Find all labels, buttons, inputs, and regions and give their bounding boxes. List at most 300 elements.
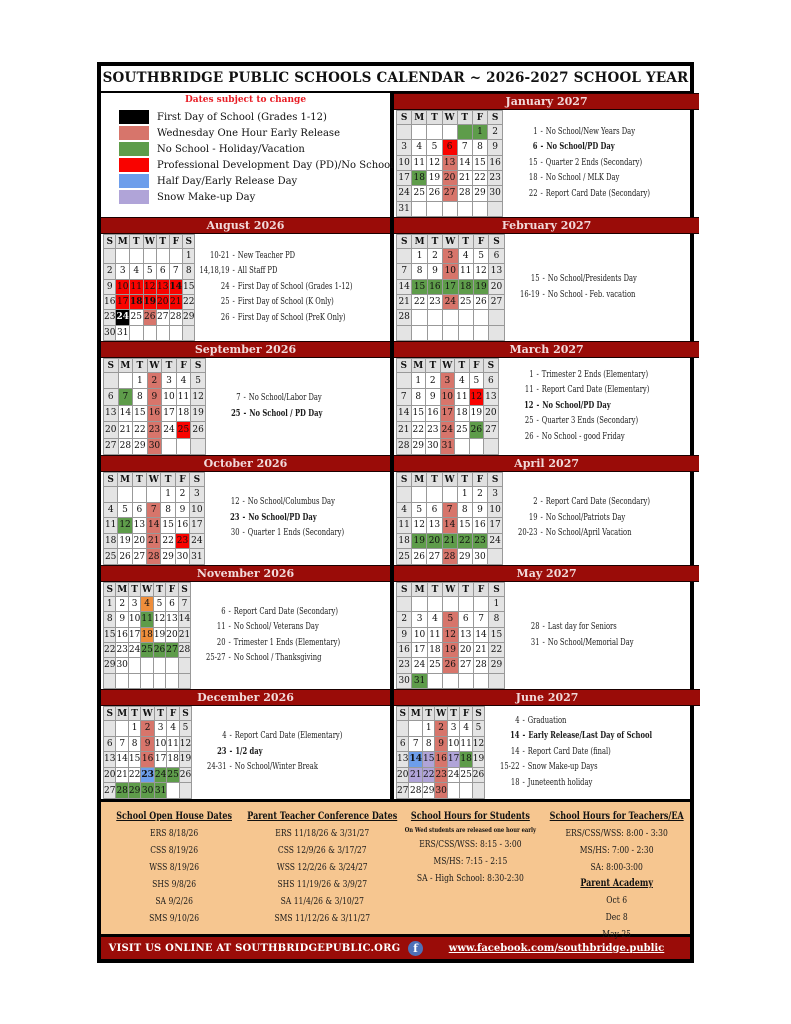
facebook-link[interactable]: www.facebook.com/southbridge.public — [448, 942, 665, 954]
info-column-subnote: On Wed students are released one hour early — [404, 826, 537, 834]
day-cell: 9 — [147, 389, 162, 405]
day-cell: 8 — [128, 736, 140, 752]
day-cell: 11 — [397, 518, 412, 534]
day-cell: 6 — [104, 736, 116, 752]
day-cell: 7 — [397, 264, 412, 279]
day-cell — [104, 721, 116, 737]
note-text: All Staff PD — [238, 266, 278, 277]
day-cell: 6 — [132, 502, 146, 518]
note-line — [503, 187, 650, 203]
day-cell: 29 — [472, 186, 487, 201]
day-cell: 6 — [157, 264, 169, 279]
day-cell: 14 — [169, 279, 183, 294]
day-cell: 22 — [133, 422, 148, 438]
day-cell: 5 — [427, 140, 442, 155]
note-date: 7 — [236, 393, 241, 403]
note-line — [192, 729, 342, 745]
calendar-row — [101, 217, 690, 341]
month-header: February 2027 — [394, 217, 699, 234]
day-cell: 14 — [409, 752, 423, 768]
day-cell — [427, 487, 442, 503]
day-cell: 26 — [427, 186, 442, 201]
month-block — [101, 217, 390, 341]
day-cell — [460, 783, 472, 799]
month-header: August 2026 — [101, 217, 390, 234]
note-date: 26 — [524, 431, 534, 442]
day-cell: 18 — [129, 294, 143, 309]
day-cell: 28 — [147, 549, 161, 565]
day-cell: 23 — [104, 310, 116, 325]
day-cell: 17 — [443, 279, 458, 294]
dow-header: S — [191, 359, 206, 373]
day-cell: 30 — [426, 438, 441, 454]
note-date: 15-22 — [500, 762, 520, 773]
day-cell — [427, 201, 442, 216]
day-cell: 7 — [147, 502, 161, 518]
dow-header: S — [489, 235, 504, 249]
legend-label: Snow Make-up Day — [157, 191, 256, 203]
day-cell — [162, 438, 177, 454]
note-text: No School / PD Day — [249, 408, 323, 419]
day-cell: 28 — [457, 186, 472, 201]
day-cell: 7 — [397, 389, 412, 405]
note-dash: - — [536, 385, 539, 396]
info-line: Oct 6 — [606, 895, 628, 906]
note-date: 11 — [524, 385, 534, 396]
dow-header: F — [473, 583, 488, 597]
day-cell: 9 — [435, 736, 447, 752]
day-cell: 20 — [458, 642, 473, 657]
note-line — [192, 745, 342, 761]
day-cell: 23 — [141, 767, 155, 783]
note-date: 2 — [533, 497, 538, 508]
day-cell: 16 — [488, 155, 503, 170]
note-line — [499, 399, 649, 415]
day-cell: 28 — [178, 642, 190, 657]
calendar-table — [396, 358, 499, 455]
legend-item — [119, 189, 390, 205]
dow-header: F — [167, 707, 179, 721]
note-date: 26 — [221, 312, 230, 323]
day-cell: 29 — [161, 549, 175, 565]
dow-header: S — [183, 235, 195, 249]
day-cell: 25 — [412, 186, 427, 201]
day-cell: 15 — [183, 279, 195, 294]
day-cell: 23 — [435, 767, 447, 783]
day-cell — [128, 658, 140, 673]
day-cell: 30 — [397, 673, 412, 688]
note-text: Juneteenth holiday — [528, 777, 593, 788]
dow-header: T — [162, 359, 177, 373]
day-cell: 4 — [412, 140, 427, 155]
info-line: SMS 11/12/26 & 3/11/27 — [274, 913, 371, 924]
day-cell: 22 — [411, 422, 426, 438]
note-line — [503, 156, 650, 172]
dow-header: T — [153, 583, 165, 597]
dow-header: F — [473, 235, 488, 249]
month-header: October 2026 — [101, 455, 390, 472]
legend-label: Wednesday One Hour Early Release — [157, 127, 340, 139]
note-line — [191, 636, 340, 652]
right-half — [394, 455, 699, 565]
dow-header: M — [117, 708, 128, 719]
note-date: 6 — [221, 606, 226, 617]
month-header: September 2026 — [101, 341, 390, 358]
day-cell — [443, 673, 458, 688]
info-line: WSS 8/19/26 — [149, 862, 200, 873]
note-date: 12 — [523, 400, 534, 411]
day-cell: 13 — [484, 389, 499, 405]
day-cell — [489, 310, 504, 325]
day-cell — [166, 673, 178, 688]
day-cell: 21 — [147, 533, 161, 549]
day-cell: 8 — [183, 264, 195, 279]
day-cell: 17 — [116, 294, 130, 309]
day-cell: 12 — [143, 279, 157, 294]
day-cell: 24 — [128, 642, 140, 657]
day-cell: 14 — [116, 752, 128, 768]
info-line: SA: 8:00-3:00 — [590, 862, 643, 873]
day-cell — [443, 310, 458, 325]
day-cell: 3 — [116, 264, 130, 279]
day-cell: 6 — [397, 736, 409, 752]
note-dash: - — [522, 746, 526, 757]
dow-header: W — [442, 473, 457, 487]
day-cell: 24 — [443, 294, 458, 309]
legend-swatch-salmon — [119, 126, 149, 140]
day-cell: 7 — [473, 612, 488, 627]
day-cell: 18 — [176, 405, 191, 421]
day-cell: 17 — [447, 752, 459, 768]
month-header: April 2027 — [394, 455, 699, 472]
day-cell — [472, 201, 487, 216]
day-cell: 19 — [469, 405, 484, 421]
dow-header: F — [176, 359, 191, 373]
dow-header: T — [426, 359, 441, 373]
day-cell: 21 — [457, 170, 472, 185]
day-cell — [153, 673, 165, 688]
day-cell: 26 — [118, 549, 132, 565]
note-line — [191, 620, 340, 636]
note-date: 25 — [230, 408, 241, 419]
note-text: Quarter 2 Ends (Secondary) — [545, 157, 643, 168]
day-cell: 27 — [442, 186, 457, 201]
left-half — [101, 689, 394, 799]
info-line: May 25 — [602, 929, 631, 940]
calendar-document — [97, 62, 694, 963]
day-cell: 24 — [412, 658, 427, 673]
day-cell: 19 — [427, 170, 442, 185]
dow-header: W — [147, 473, 161, 487]
note-text: First Day of School (PreK Only) — [238, 312, 347, 323]
day-cell — [397, 597, 412, 612]
note-line — [499, 414, 649, 430]
day-cell: 21 — [409, 767, 423, 783]
day-cell: 19 — [191, 405, 206, 421]
day-cell: 15 — [422, 752, 434, 768]
info-column-header: School Open House Dates — [116, 811, 232, 822]
info-columns — [101, 802, 690, 943]
day-cell: 18 — [460, 752, 472, 768]
day-cell: 16 — [147, 405, 162, 421]
day-cell: 14 — [473, 627, 488, 642]
day-cell: 1 — [422, 721, 434, 737]
day-cell: 3 — [412, 612, 427, 627]
day-cell: 6 — [489, 249, 504, 264]
note-dash: - — [242, 497, 245, 508]
day-cell: 16 — [397, 642, 412, 657]
note-date: 12 — [230, 497, 240, 508]
note-text: Early Release/Last Day of School — [528, 731, 653, 742]
day-cell: 27 — [166, 642, 178, 657]
day-cell — [458, 310, 473, 325]
month-notes — [485, 706, 653, 799]
day-cell: 16 — [426, 405, 441, 421]
day-cell: 31 — [440, 438, 455, 454]
dow-header: S — [104, 707, 116, 721]
note-text: Report Card Date (Elementary) — [541, 385, 650, 396]
note-date: 4 — [222, 731, 227, 742]
day-cell: 4 — [167, 721, 179, 737]
dow-header: T — [427, 473, 442, 487]
day-cell: 7 — [169, 264, 183, 279]
dow-header: F — [460, 707, 472, 721]
note-line — [485, 760, 646, 776]
calendar-table — [396, 472, 503, 565]
day-cell: 10 — [128, 612, 140, 627]
day-cell — [473, 673, 488, 688]
note-dash: - — [229, 731, 233, 742]
note-line — [503, 495, 650, 511]
dow-header: T — [427, 235, 442, 249]
dow-header: S — [397, 473, 412, 487]
day-cell: 15 — [128, 752, 140, 768]
note-line — [505, 636, 651, 652]
note-line — [195, 264, 352, 280]
month-notes — [505, 234, 651, 341]
legend-swatch-green — [119, 142, 149, 156]
note-text: Trimester 2 Ends (Elementary) — [541, 369, 648, 380]
legend-item — [119, 109, 390, 125]
day-cell: 5 — [153, 597, 165, 612]
day-cell: 7 — [457, 140, 472, 155]
day-cell: 22 — [457, 533, 472, 549]
day-cell: 18 — [458, 279, 473, 294]
day-cell: 31 — [116, 325, 130, 340]
info-column-header: Parent Teacher Conference Dates — [247, 811, 398, 822]
day-cell — [128, 673, 140, 688]
day-cell: 20 — [427, 533, 442, 549]
note-date: 14,18,19 — [199, 266, 230, 277]
day-cell: 5 — [469, 373, 484, 389]
day-cell: 4 — [427, 612, 442, 627]
day-cell — [129, 325, 143, 340]
day-cell — [443, 597, 458, 612]
day-cell — [455, 438, 470, 454]
day-cell: 19 — [472, 752, 484, 768]
day-cell: 22 — [128, 767, 140, 783]
day-cell: 3 — [128, 597, 140, 612]
day-cell: 18 — [141, 627, 153, 642]
day-cell — [178, 673, 190, 688]
day-cell: 30 — [104, 325, 116, 340]
day-cell: 12 — [473, 264, 488, 279]
note-line — [195, 249, 352, 265]
note-line — [503, 526, 650, 542]
info-line: CSS 8/19/26 — [150, 845, 199, 856]
dow-header: S — [488, 473, 503, 487]
note-dash: - — [536, 400, 539, 411]
day-cell: 8 — [411, 389, 426, 405]
day-cell: 1 — [161, 487, 175, 503]
day-cell: 17 — [162, 405, 177, 421]
day-cell: 19 — [412, 533, 427, 549]
website-text: VISIT US ONLINE AT SOUTHBRIDGEPUBLIC.ORG — [108, 942, 401, 954]
day-cell: 15 — [161, 518, 175, 534]
month-body — [101, 234, 390, 341]
note-text: No School / MLK Day — [545, 173, 620, 184]
note-text: New Teacher PD — [238, 250, 296, 261]
day-cell: 11 — [129, 279, 143, 294]
day-cell: 5 — [472, 721, 484, 737]
note-line — [192, 760, 342, 776]
dow-header: S — [397, 111, 412, 125]
month-body — [101, 358, 390, 455]
note-dash: - — [228, 622, 231, 632]
month-header: November 2026 — [101, 565, 390, 582]
day-cell — [397, 373, 412, 389]
day-cell: 6 — [484, 373, 499, 389]
note-text: No School/PD Day — [247, 512, 317, 523]
day-cell — [473, 597, 488, 612]
legend-list — [101, 109, 394, 205]
day-cell: 23 — [397, 658, 412, 673]
note-dash: - — [228, 606, 231, 617]
day-cell: 16 — [141, 752, 155, 768]
day-cell: 13 — [157, 279, 169, 294]
calendar-table — [103, 472, 205, 565]
dow-header: W — [443, 583, 458, 597]
day-cell: 2 — [435, 721, 447, 737]
note-text: No School/Patriots Day — [545, 512, 626, 523]
day-cell: 4 — [141, 597, 153, 612]
day-cell: 14 — [118, 405, 133, 421]
note-dash: - — [540, 528, 543, 539]
note-text: No School - Feb. vacation — [547, 289, 636, 300]
day-cell: 1 — [489, 597, 504, 612]
day-cell — [397, 325, 412, 340]
day-cell — [157, 325, 169, 340]
note-date: 19 — [529, 512, 538, 523]
day-cell: 13 — [427, 518, 442, 534]
legend-label: Half Day/Early Release Day — [157, 175, 298, 187]
dow-header: S — [104, 235, 116, 249]
calendar-table — [103, 706, 192, 799]
day-cell: 18 — [167, 752, 179, 768]
day-cell: 1 — [411, 373, 426, 389]
dow-header: S — [397, 235, 412, 249]
note-dash: - — [522, 731, 526, 742]
note-line — [195, 295, 352, 311]
note-date: 22 — [529, 188, 538, 199]
day-cell: 25 — [455, 422, 470, 438]
day-cell — [458, 673, 473, 688]
note-text: Quarter 3 Ends (Secondary) — [541, 416, 638, 427]
facebook-icon[interactable]: f — [408, 941, 423, 956]
day-cell: 7 — [409, 736, 423, 752]
day-cell: 2 — [147, 373, 162, 389]
day-cell — [472, 783, 484, 799]
month-body — [394, 358, 699, 455]
info-line: SHS 11/19/26 & 3/9/27 — [277, 879, 368, 890]
day-cell: 27 — [427, 549, 442, 565]
day-cell: 19 — [473, 279, 488, 294]
day-cell: 11 — [104, 518, 118, 534]
day-cell: 26 — [469, 422, 484, 438]
day-cell: 5 — [118, 502, 132, 518]
month-body — [394, 582, 699, 689]
note-dash: - — [540, 512, 543, 523]
note-date: 20-23 — [518, 528, 538, 539]
dow-header: W — [440, 359, 455, 373]
day-cell — [104, 487, 118, 503]
day-cell: 15 — [489, 627, 504, 642]
day-cell: 20 — [157, 294, 169, 309]
day-cell: 13 — [104, 752, 116, 768]
day-cell: 3 — [443, 249, 458, 264]
day-cell: 11 — [176, 389, 191, 405]
day-cell: 28 — [118, 438, 133, 454]
day-cell: 22 — [422, 767, 434, 783]
day-cell — [427, 597, 442, 612]
calendar-row — [101, 93, 690, 217]
day-cell: 29 — [128, 783, 140, 799]
dow-header: S — [484, 359, 499, 373]
day-cell: 2 — [104, 264, 116, 279]
day-cell — [153, 658, 165, 673]
day-cell: 24 — [447, 767, 459, 783]
info-column — [101, 809, 247, 943]
note-dash: - — [242, 512, 245, 523]
day-cell: 20 — [442, 170, 457, 185]
info-column — [544, 809, 690, 943]
day-cell — [397, 487, 412, 503]
note-text: No School - good Friday — [541, 431, 625, 442]
day-cell: 21 — [118, 422, 133, 438]
day-cell: 18 — [397, 533, 412, 549]
dow-header: T — [133, 359, 148, 373]
dow-header: T — [129, 235, 143, 249]
note-dash: - — [228, 637, 231, 648]
day-cell: 30 — [472, 549, 487, 565]
day-cell: 15 — [133, 405, 148, 421]
month-notes — [499, 358, 649, 455]
day-cell: 3 — [397, 140, 412, 155]
calendar-table — [396, 706, 485, 799]
day-cell: 4 — [176, 373, 191, 389]
day-cell: 29 — [133, 438, 148, 454]
day-cell: 16 — [116, 627, 128, 642]
calendar-table — [396, 110, 503, 217]
dow-header: F — [472, 111, 487, 125]
legend-swatch-purple — [119, 190, 149, 204]
legend-label: Professional Development Day (PD)/No School — [157, 159, 394, 171]
month-notes — [205, 472, 344, 565]
day-cell: 22 — [161, 533, 175, 549]
day-cell: 20 — [166, 627, 178, 642]
dow-header: W — [142, 584, 153, 595]
month-body — [394, 706, 700, 799]
